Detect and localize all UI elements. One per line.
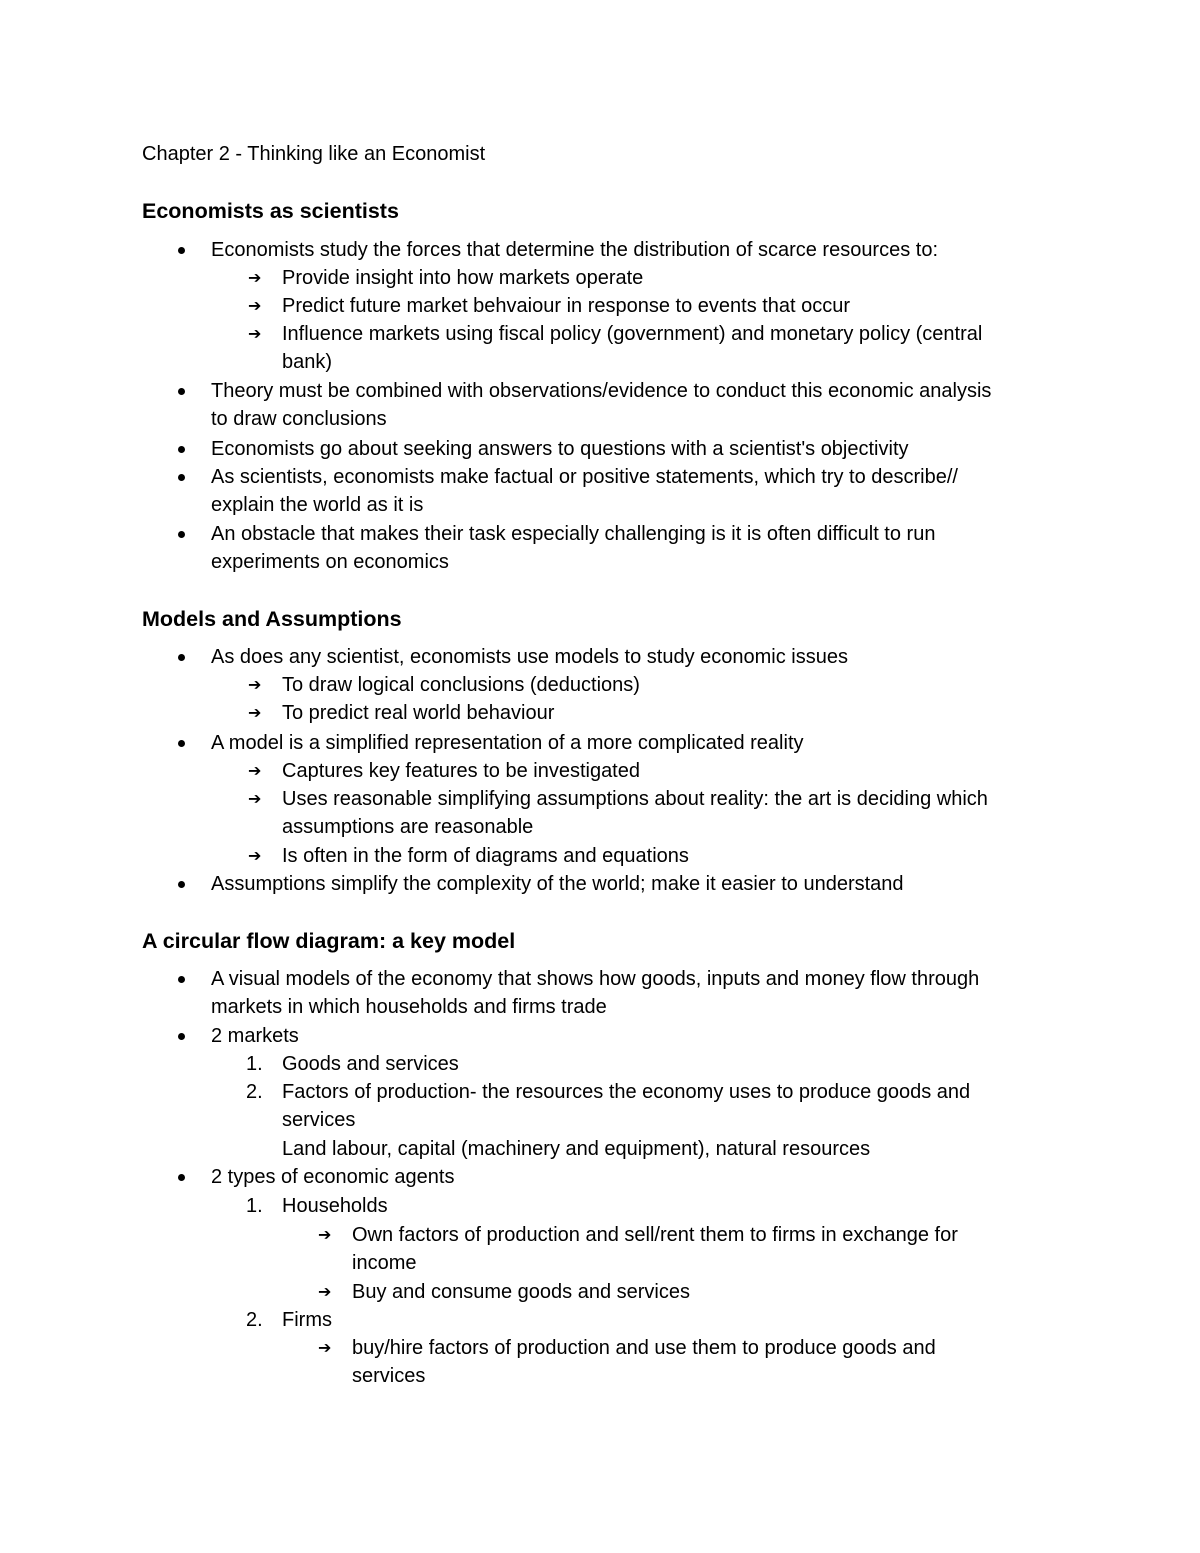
bullet-icon [178,740,185,747]
list-item: To draw logical conclusions (deductions) [282,674,640,696]
list-item: A model is a simplified representation of a more complicated reality [211,732,804,754]
list-item: Theory must be combined with observations/evidence to conduct this economic analysis [211,380,992,402]
page-title: Chapter 2 - Thinking like an Economist [142,143,486,165]
bullet-icon [178,1033,185,1040]
list-item: Uses reasonable simplifying assumptions about reality: the art is deciding which [282,788,988,810]
list-item: 2 markets [211,1025,299,1047]
list-item: 2 types of economic agents [211,1166,455,1188]
list-item: Own factors of production and sell/rent them to firms in exchange for [352,1224,958,1246]
arrow-icon: ➔ [248,296,262,315]
list-item: Buy and consume goods and services [352,1281,690,1303]
list-number: 2. [246,1309,263,1331]
arrow-icon: ➔ [248,703,262,722]
list-item-continuation: income [352,1252,417,1274]
bullet-icon [178,1174,185,1181]
list-item-continuation: markets in which households and firms trade [211,996,607,1018]
section-heading: Models and Assumptions [142,607,402,631]
list-item-continuation: explain the world as it is [211,494,424,516]
list-item-continuation: to draw conclusions [211,408,387,430]
list-item-continuation: services [352,1365,426,1387]
list-item-continuation: Land labour, capital (machinery and equipment), natural resources [282,1138,871,1160]
arrow-icon: ➔ [248,761,262,780]
list-item: Predict future market behvaiour in response to events that occur [282,295,851,317]
list-item: Firms [282,1309,332,1331]
bullet-icon [178,446,185,453]
list-item: Assumptions simplify the complexity of the world; make it easier to understand [211,873,904,895]
list-number: 2. [246,1081,263,1103]
bullet-icon [178,531,185,538]
list-item-continuation: assumptions are reasonable [282,816,534,838]
list-item-continuation: bank) [282,351,333,373]
list-number: 1. [246,1053,263,1075]
list-item: Provide insight into how markets operate [282,267,644,289]
list-item: As scientists, economists make factual or positive statements, which try to describe// [211,466,958,488]
bullet-icon [178,247,185,254]
list-item: A visual models of the economy that shows how goods, inputs and money flow through [211,968,980,990]
list-number: 1. [246,1195,263,1217]
list-item: Factors of production- the resources the economy uses to produce goods and [282,1081,971,1103]
list-item: Households [282,1195,388,1217]
list-item: As does any scientist, economists use models to study economic issues [211,646,848,668]
list-item: Goods and services [282,1053,459,1075]
list-item: Is often in the form of diagrams and equations [282,845,689,867]
list-item: Economists go about seeking answers to questions with a scientist's objectivity [211,438,909,460]
list-item: An obstacle that makes their task especially challenging is it is often difficult to run [211,523,936,545]
arrow-icon: ➔ [248,846,262,865]
arrow-icon: ➔ [248,324,262,343]
bullet-icon [178,474,185,481]
bullet-icon [178,654,185,661]
arrow-icon: ➔ [248,268,262,287]
list-item: buy/hire factors of production and use them to produce goods and [352,1337,936,1359]
list-item-continuation: experiments on economics [211,551,449,573]
arrow-icon: ➔ [318,1338,332,1357]
arrow-icon: ➔ [318,1282,332,1301]
bullet-icon [178,388,185,395]
arrow-icon: ➔ [318,1225,332,1244]
list-item: Captures key features to be investigated [282,760,640,782]
arrow-icon: ➔ [248,789,262,808]
list-item: To predict real world behaviour [282,702,555,724]
bullet-icon [178,881,185,888]
list-item-continuation: services [282,1109,356,1131]
bullet-icon [178,976,185,983]
list-item: Economists study the forces that determine the distribution of scarce resources to: [211,239,939,261]
section-heading: A circular flow diagram: a key model [142,929,516,953]
section-heading: Economists as scientists [142,199,399,223]
list-item: Influence markets using fiscal policy (government) and monetary policy (central [282,323,983,345]
arrow-icon: ➔ [248,675,262,694]
